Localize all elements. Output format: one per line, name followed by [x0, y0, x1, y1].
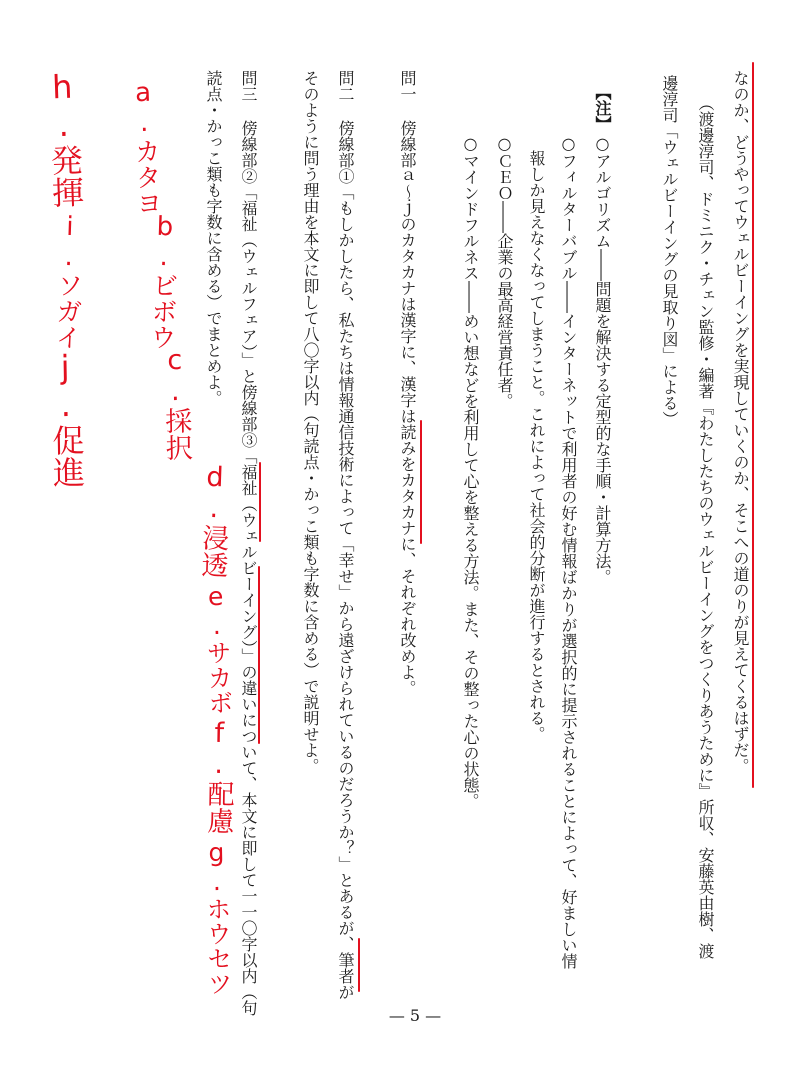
red-pen-sideline — [258, 566, 260, 744]
handwritten-answer: j.促進 — [45, 347, 87, 489]
question-number: 問一 — [398, 70, 417, 102]
note-algorithm: ○アルゴリズム――問題を解決する定型的な手順・計算方法。 — [593, 134, 612, 585]
handwritten-answer: d.浸透 — [195, 461, 232, 579]
question-text-line: 傍線部②「福祉（ウェルフェア）」と傍線部③「福祉（ウェルビーイング）」の違いについて、本文に即して一一〇字以内（句 — [239, 120, 258, 1016]
red-pen-sideline — [752, 62, 754, 788]
note-filter-bubble: ○フィルターバブル――インターネットで利用者の好む情報ばかりが選択的に提示されることによって、好ましい情 — [559, 134, 578, 969]
handwritten-answer: e.サカボ — [200, 581, 235, 716]
handwritten-answer: f.配慮 — [201, 717, 236, 835]
question-text-line: 傍線部①「もしかしたら、私たちは情報通信技術によって「幸せ」から遠ざけられているのだろうか？」とあるが、筆者が — [336, 120, 355, 1000]
red-pen-sideline — [259, 462, 261, 542]
page-number: — 5 — — [388, 1006, 442, 1025]
handwritten-answer: c.採択 — [158, 344, 193, 462]
red-pen-sideline — [420, 420, 422, 544]
handwritten-answer: a.カタヨ — [127, 77, 163, 217]
handwritten-answer: b.ビボウ — [145, 211, 181, 351]
handwritten-answer: h.発揮 — [42, 67, 86, 209]
passage-last-line: なのか、どうやってウェルビーイングを実現していくのか、そこへの道のりが見えてくるはずだ。 — [731, 70, 750, 774]
red-pen-sideline — [358, 938, 360, 992]
handwritten-answer: g.ホウセツ — [201, 837, 234, 997]
notes-heading: 【注】 — [593, 84, 612, 132]
question-number: 問三 — [239, 70, 258, 102]
source-citation-line: 邊淳司「ウェルビーイングの見取り図」による） — [660, 75, 679, 427]
question-text-line: 傍線部ａ～ｊのカタカナは漢字に、漢字は読みをカタカナに、それぞれ改めよ。 — [398, 120, 417, 696]
handwritten-answer: i.ソガイ — [50, 211, 86, 351]
note-mindfulness: ○マインドフルネス――めい想などを利用して心を整える方法。また、その整った心の状態。 — [461, 134, 480, 809]
note-filter-bubble-continued: 報しか見えなくなってしまうこと。これによって社会的分断が進行するとされる。 — [527, 150, 546, 742]
question-text-line: 読点・かっこ類も字数に含める）でまとめよ。 — [204, 70, 223, 406]
note-ceo: ○ＣＥＯ――企業の最高経営責任者。 — [495, 134, 514, 409]
question-text-line: そのように問う理由を本文に即して八〇字以内（句読点・かっこ類も字数に含める）で説明せよ。 — [301, 70, 320, 774]
source-citation-line: （渡邊淳司、ドミニク・チェン監修・編著『わたしたちのウェルビーイングをつくりあうために』所収、安藤英由樹、渡 — [696, 95, 715, 959]
question-number: 問二 — [336, 70, 355, 102]
